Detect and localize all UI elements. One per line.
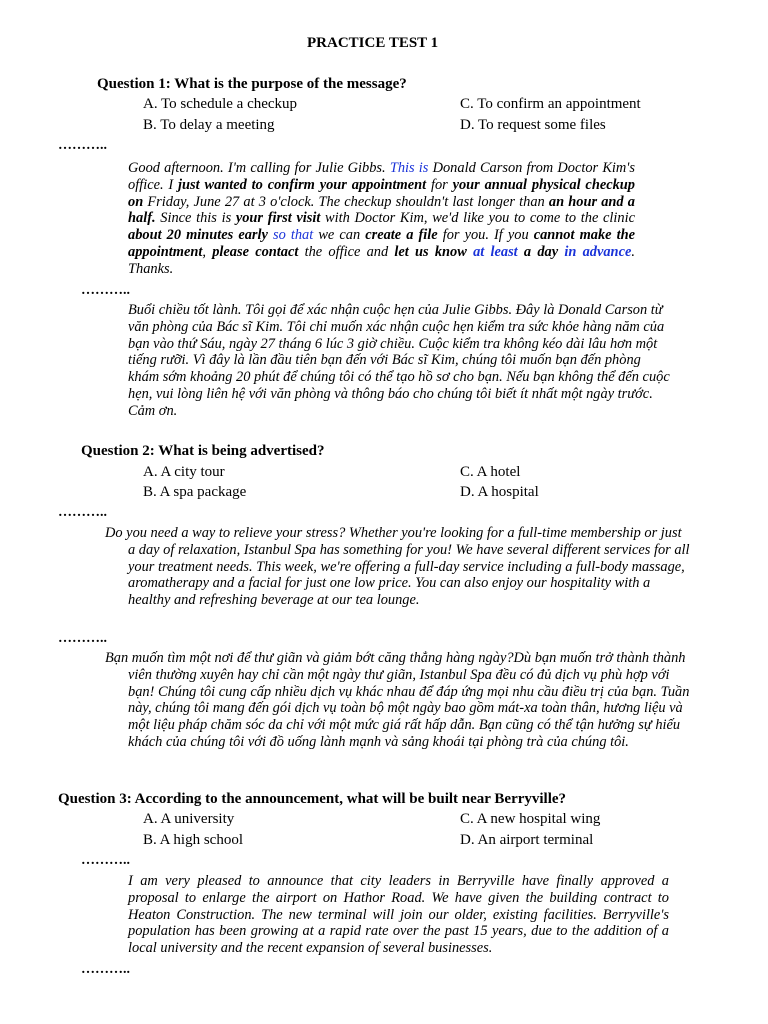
q2-option-c: C. A hotel xyxy=(460,464,521,480)
q2-option-b: B. A spa package xyxy=(143,484,247,500)
q3-option-c: C. A new hospital wing xyxy=(460,811,601,827)
passage-segment: at least xyxy=(473,243,518,260)
passage-segment: with Doctor Kim, we'd like you to come to the clinic xyxy=(320,210,635,227)
q1-passage xyxy=(128,160,635,278)
passage-segment: , xyxy=(202,243,213,260)
question-1: Question 1: What is the purpose of the message? xyxy=(97,76,407,92)
passage-segment: for you. If you xyxy=(437,227,534,244)
q3-option-a: A. A university xyxy=(143,811,235,827)
passage-segment: so that xyxy=(273,227,314,244)
passage-segment: in advance xyxy=(564,243,632,260)
answer-blank: ……….. xyxy=(81,283,130,298)
q3-passage: I am very pleased to announce that city leaders in Berryville have finally approved a proposal to enlarge the airport on Hathor Road. We have given the building contract to Heaton Construction. The new terminal will join our older, existing facilities. Berryville's population has been growing at a rapid rate over the past 15 years, due to the addition of a local university and the recent expansion of several businesses. xyxy=(128,873,669,957)
passage-segment: Since this is xyxy=(155,210,236,227)
q1-translation: Buổi chiều tốt lành. Tôi gọi để xác nhận cuộc hẹn của Julie Gibbs. Đây là Donald Carson từ văn phòng của Bác sĩ Kim. Tôi chỉ muốn xác nhận cuộc hẹn kiểm tra sức khỏe hàng năm của bạn vào thứ Sáu, ngày 27 tháng 6 lúc 3 giờ chiều. Cuộc kiểm tra không kéo dài lâu hơn một tiếng rưỡi. Vì đây là lần đầu tiên bạn đến với Bác sĩ Kim, chúng tôi muốn bạn đến phòng khám sớm khoảng 20 phút để chúng tôi có thể tạo hồ sơ cho bạn. Nếu bạn không thể đến cuộc hẹn, vui lòng liên hệ với văn phòng và thông báo cho chúng tôi biết ít nhất một ngày trước. Cảm ơn. xyxy=(128,302,670,419)
passage-segment: about 20 minutes early xyxy=(128,227,268,244)
q1-option-b: B. To delay a meeting xyxy=(143,117,275,133)
passage-segment: an hour and a half. xyxy=(128,193,635,227)
question-2: Question 2: What is being advertised? xyxy=(81,443,325,459)
q2-translation: Bạn muốn tìm một nơi để thư giãn và giảm bớt căng thẳng hàng ngày?Dù bạn muốn trở thành thành viên thường xuyên hay chỉ cần một ngày thư giãn, Istanbul Spa đều có đủ dịch vụ phù hợp với bạn! Chúng tôi cung cấp nhiều dịch vụ khác nhau để đáp ứng mọi nhu cầu điều trị của bạn. Tuần này, chúng tôi mang đến gói dịch vụ toàn bộ một ngày bao gồm mát-xa toàn thân, hương liệu và một liệu pháp chăm sóc da chỉ với một mức giá rất hấp dẫn. Bạn cũng có thể tận hưởng sự hiếu khách của chúng tôi với đồ uống lành mạnh và sảng khoái tại phòng trà của chúng tôi. xyxy=(105,650,690,750)
passage-segment: This is xyxy=(389,160,429,176)
question-3: Question 3: According to the announcement, what will be built near Berryville? xyxy=(58,791,567,807)
q3-option-d: D. An airport terminal xyxy=(460,832,594,848)
passage-segment: Donald Carson from Doctor Kim's office. I xyxy=(128,160,635,193)
q2-passage: Do you need a way to relieve your stress? Whether you're looking for a full-time membership or just a day of relaxation, Istanbul Spa has something for you! We have several different services for all your treatment needs. This week, we're offering a full-day service including a full-body massage, aromatherapy and a facial for just one low price. You can also enjoy our hospitality with a healthy and refreshing beverage at our tea lounge. xyxy=(105,525,690,609)
q1-option-c: C. To confirm an appointment xyxy=(460,96,641,112)
q2-option-d: D. A hospital xyxy=(460,484,539,500)
passage-segment: your annual physical checkup on xyxy=(128,176,635,210)
passage-segment: . Thanks. xyxy=(128,243,635,277)
q3-option-b: B. A high school xyxy=(143,832,244,848)
answer-blank: ……….. xyxy=(81,962,130,977)
passage-segment: Friday, June 27 at 3 o'clock. The checkup shouldn't last longer than xyxy=(143,193,549,210)
passage-segment: just wanted to confirm your appointment xyxy=(178,176,427,193)
passage-segment: please contact xyxy=(212,243,299,260)
passage-segment: we can xyxy=(313,227,366,244)
answer-blank: ……….. xyxy=(58,505,107,520)
passage-segment: your first visit xyxy=(235,210,321,227)
q1-option-a: A. To schedule a checkup xyxy=(143,96,298,112)
passage-segment: for xyxy=(426,176,453,193)
passage-segment: let us know xyxy=(394,243,467,260)
page-title: PRACTICE TEST 1 xyxy=(307,35,439,51)
passage-segment: Good afternoon. I'm calling for Julie Gibbs. xyxy=(128,160,390,176)
passage-segment: the office and xyxy=(298,243,395,260)
passage-segment: create a file xyxy=(365,227,438,244)
passage-segment: a day xyxy=(523,243,559,260)
answer-blank: ……….. xyxy=(58,631,107,646)
passage-segment: cannot make the appointment xyxy=(128,227,635,260)
answer-blank: ……….. xyxy=(58,138,107,153)
q1-option-d: D. To request some files xyxy=(460,117,606,133)
answer-blank: ……….. xyxy=(81,853,130,868)
q2-option-a: A. A city tour xyxy=(143,464,225,480)
